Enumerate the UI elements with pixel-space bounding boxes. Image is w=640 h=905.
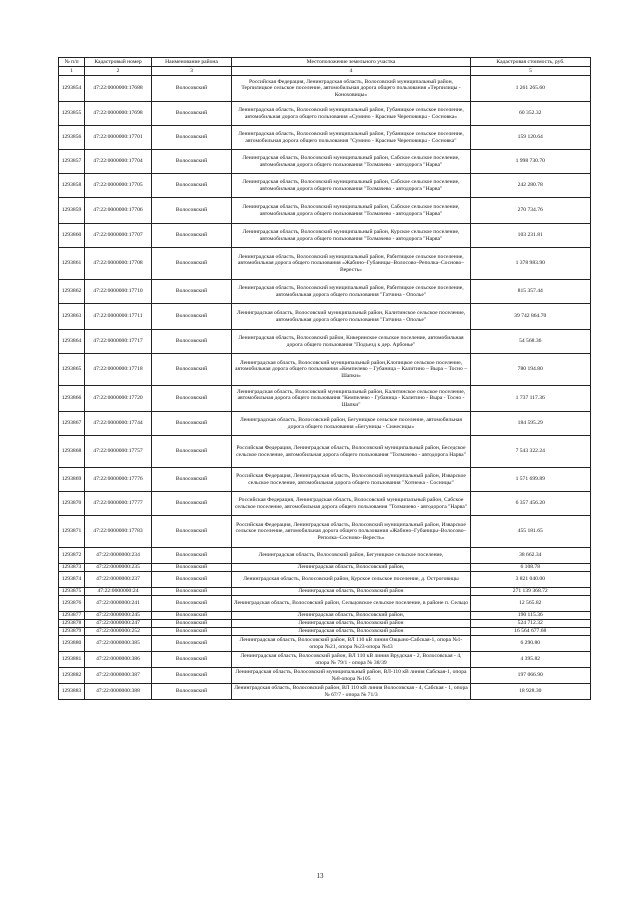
district-name: Волосовский: [152, 620, 232, 628]
cadastral-value: 780 194.80: [471, 354, 591, 386]
cadastral-number: 47:22:0000000:247: [85, 620, 152, 628]
page-number: 13: [316, 872, 324, 880]
cadastral-value: 1 378 983.90: [471, 248, 591, 280]
cadastral-number: 47:22:0000000:387: [85, 668, 152, 684]
location-text: Ленинградская область, Волосовский муниципальный район, ВЛ-110 кВ линия Сабская-1, опора №8-опора №105: [232, 668, 471, 684]
location-text: Ленинградская область, Волосовский муниципальный район, Сабское сельское поселение, автомобильная дорога общего пользования "Толмачево - автодорога "Нарва": [232, 150, 471, 174]
row-number: 1293877: [59, 612, 85, 620]
table-row: [59, 354, 591, 386]
table-row: [59, 516, 591, 548]
row-number: 1293872: [59, 548, 85, 564]
cadastral-value: 3 821 040.00: [471, 572, 591, 588]
location-text: Российская Федерация, Ленинградская область, Волосовский муниципальный район, Изварское сельское поселение, автомобильная дорога общего пользования «Жабино–Губаницы–Волосово–Реполка–Сосново–Ве̣ресть»: [232, 516, 471, 548]
row-number: 1293868: [59, 436, 85, 468]
district-name: Волосовский: [152, 76, 232, 102]
cadastral-number: 47:22:0000000:17718: [85, 354, 152, 386]
header-cell-number: № п/п: [59, 58, 85, 67]
location-text: Ленинградская область, Волосовский район, ВЛ 110 кВ линия Овцыно-Сабская-1, опора №1-опора №21, опора №23-опора №43: [232, 636, 471, 652]
cadastral-value: 6 357 456.20: [471, 492, 591, 516]
cadastral-number: 47:22:0000000:17777: [85, 492, 152, 516]
cadastral-number: 47:22:0000000:17706: [85, 198, 152, 224]
cadastral-value: 270 734.76: [471, 198, 591, 224]
location-text: Российская Федерация, Ленинградская область, Волосовский муниципальный район, Терпилицкое сельское поселение, автомобильная дорога общего пользования «Терпилицы - Коноховицы»: [232, 76, 471, 102]
row-number: 1293870: [59, 492, 85, 516]
row-number: 1293866: [59, 386, 85, 412]
district-name: Волосовский: [152, 248, 232, 280]
location-text: Ленинградская область, Волосовский район,: [232, 612, 471, 620]
cadastral-value: 103 231.81: [471, 224, 591, 248]
table-row: [59, 304, 591, 330]
header-num-5: 5: [471, 67, 591, 76]
cadastral-value: 16 564 677.68: [471, 628, 591, 636]
district-name: Волосовский: [152, 492, 232, 516]
district-name: Волосовский: [152, 198, 232, 224]
table-row: [59, 636, 591, 652]
cadastral-number: 47:22:0000000:17720: [85, 386, 152, 412]
row-number: 1293879: [59, 628, 85, 636]
location-text: Ленинградская область, Волосовский район, ВЛ 110 кВ линия Волосовская - 4, Сабская - 1, опора № 67/7 - опора № 71/3: [232, 684, 471, 700]
location-text: Ленинградская область, Волосовский муниципальный район, Рабитицкое сельское поселение, автомобильная дорога общего пользования «Жабино–Губаницы–Волосово–Реполка–Сосново–Ве̣ресть»: [232, 248, 471, 280]
location-text: Ленинградская область, Волосовский муниципальный район, Калитинское сельское поселение, автомобильная дорога общего пользования "Кемпелево - Губаница - Калитино - Выра - Тосно - Шапки": [232, 386, 471, 412]
district-name: Волосовский: [152, 628, 232, 636]
row-number: 1293863: [59, 304, 85, 330]
district-name: Волосовский: [152, 174, 232, 198]
header-cell-district: Наименование района: [152, 58, 232, 67]
table-row: [59, 468, 591, 492]
cadastral-number: 47:22:0000000:234: [85, 548, 152, 564]
cadastral-number: 47:22:0000000:237: [85, 572, 152, 588]
header-num-1: 1: [59, 67, 85, 76]
row-number: 1293865: [59, 354, 85, 386]
row-number: 1293873: [59, 564, 85, 572]
location-text: Ленинградская область, Волосовский район,: [232, 564, 471, 572]
cadastral-value: 1 261 265.60: [471, 76, 591, 102]
location-text: Ленинградская область, Волосовский район: [232, 588, 471, 596]
row-number: 1293858: [59, 174, 85, 198]
location-text: Ленинградская область, Волосовский муниципальный район, Курское сельское поселение, автомобильная дорога общего пользования "Толмачево - автодорога "Нарва": [232, 224, 471, 248]
cadastral-value: 6 290.80: [471, 636, 591, 652]
table-row: [59, 224, 591, 248]
cadastral-number: 47:22:0000000:17744: [85, 412, 152, 436]
location-text: Ленинградская область, Волосовский муниципальный район,Клопицкое сельское поселение, автомобильная дорога общего пользования «Кемпелево – Губаница – Калитино – Выра – Тосно – Шапки»: [232, 354, 471, 386]
district-name: Волосовский: [152, 668, 232, 684]
cadastral-number: 47:22:0000000:17783: [85, 516, 152, 548]
table-row: [59, 102, 591, 126]
district-name: Волосовский: [152, 102, 232, 126]
row-number: 1293856: [59, 126, 85, 150]
row-number: 1293871: [59, 516, 85, 548]
district-name: Волосовский: [152, 516, 232, 548]
cadastral-value: 159 120.64: [471, 126, 591, 150]
row-number: 1293875: [59, 588, 85, 596]
location-text: Ленинградская область, Волосовский район, Кикеринское сельское поселение, автомобильная дорога общего пользования "Подъезд к дер. Арбонье": [232, 330, 471, 354]
location-text: Ленинградская область, Волосовский муниципальный район, Губаницкое сельское поселение, автомобильная дорога общего пользования "Сумино - Красные Череповицы - Сосновка": [232, 126, 471, 150]
row-number: 1293883: [59, 684, 85, 700]
row-number: 1293862: [59, 280, 85, 304]
row-number: 1293857: [59, 150, 85, 174]
table-row: [59, 564, 591, 572]
row-number: 1293859: [59, 198, 85, 224]
row-number: 1293867: [59, 412, 85, 436]
cadastral-value: 38 662.34: [471, 548, 591, 564]
header-row: [59, 58, 591, 67]
cadastral-number: 47:22:0000000:241: [85, 596, 152, 612]
location-text: Ленинградская область, Волосовский район, Сельцовское сельское поселение, в районе п. Сельцо: [232, 596, 471, 612]
row-number: 1293880: [59, 636, 85, 652]
table-row: [59, 668, 591, 684]
table-row: [59, 76, 591, 102]
cadastral-value: 242 280.78: [471, 174, 591, 198]
row-number: 1293854: [59, 76, 85, 102]
location-text: Ленинградская область, Волосовский район, Бегуницкое сельское поселение,: [232, 548, 471, 564]
location-text: Ленинградская область, Волосовский муниципальный район, Сабское сельское поселение, автомобильная дорога общего пользования "Толмачево - автодорога "Нарва": [232, 198, 471, 224]
cadastral-number: 47:22:0000000:17757: [85, 436, 152, 468]
cadastral-value: 815 357.44: [471, 280, 591, 304]
cadastral-number: 47:22:0000000:17708: [85, 248, 152, 280]
cadastral-number: 47:22:0000000:17701: [85, 126, 152, 150]
district-name: Волосовский: [152, 596, 232, 612]
district-name: Волосовский: [152, 612, 232, 620]
cadastral-number: 47:22:0000000:252: [85, 628, 152, 636]
cadastral-value: 12 565.82: [471, 596, 591, 612]
table-row: [59, 492, 591, 516]
header-numbers-row: [59, 67, 591, 76]
row-number: 1293860: [59, 224, 85, 248]
header-num-2: 2: [85, 67, 152, 76]
cadastral-number: 47:22:0000000:17717: [85, 330, 152, 354]
location-text: Ленинградская область, Волосовский район: [232, 628, 471, 636]
header-cell-location: Местоположение земельного участка: [232, 58, 471, 67]
district-name: Волосовский: [152, 330, 232, 354]
cadastral-value: 1 571 699.89: [471, 468, 591, 492]
cadastral-value: 1 998 730.70: [471, 150, 591, 174]
district-name: Волосовский: [152, 224, 232, 248]
table-row: [59, 628, 591, 636]
row-number: 1293882: [59, 668, 85, 684]
table-row: [59, 572, 591, 588]
district-name: Волосовский: [152, 564, 232, 572]
cadastral-value: 184 595.29: [471, 412, 591, 436]
cadastral-number: 47:22:0000000:24: [85, 588, 152, 596]
cadastral-number: 47:22:0000000:388: [85, 684, 152, 700]
district-name: Волосовский: [152, 436, 232, 468]
table-row: [59, 386, 591, 412]
location-text: Ленинградская область, Волосовский район: [232, 620, 471, 628]
location-text: Ленинградская область, Волосовский муниципальный район, Сабское сельское поселение, автомобильная дорога общего пользования "Толмачево - автодорога "Нарва": [232, 174, 471, 198]
district-name: Волосовский: [152, 386, 232, 412]
district-name: Волосовский: [152, 548, 232, 564]
table-row: [59, 150, 591, 174]
location-text: Ленинградская область, Волосовский муниципальный район, Рабитицкое сельское поселение, автомобильная дорога общего пользования "Гатчина - Ополье": [232, 280, 471, 304]
district-name: Волосовский: [152, 412, 232, 436]
row-number: 1293876: [59, 596, 85, 612]
table-row: [59, 198, 591, 224]
district-name: Волосовский: [152, 572, 232, 588]
cadastral-value: 18 928.30: [471, 684, 591, 700]
cadastral-value: 4 395.82: [471, 652, 591, 668]
cadastral-number: 47:22:0000000:235: [85, 564, 152, 572]
cadastral-value: 190 115.36: [471, 612, 591, 620]
district-name: Волосовский: [152, 684, 232, 700]
table-row: [59, 412, 591, 436]
cadastral-number: 47:22:0000000:245: [85, 612, 152, 620]
table-row: [59, 174, 591, 198]
location-text: Ленинградская область, Волосовский район, Бегуницкое сельское поселение, автомобильная дорога общего пользования «Бегуницы - Сижесицы»: [232, 412, 471, 436]
cadastral-number: 47:22:0000000:17776: [85, 468, 152, 492]
district-name: Волосовский: [152, 652, 232, 668]
table-row: [59, 330, 591, 354]
location-text: Ленинградская область, Волосовский район, Курское сельское поселение, д. Остроговицы: [232, 572, 471, 588]
district-name: Волосовский: [152, 588, 232, 596]
row-number: 1293855: [59, 102, 85, 126]
cadastral-number: 47:22:0000000:17711: [85, 304, 152, 330]
table-row: [59, 436, 591, 468]
district-name: Волосовский: [152, 304, 232, 330]
header-num-3: 3: [152, 67, 232, 76]
table-row: [59, 620, 591, 628]
location-text: Ленинградская область, Волосовский муниципальный район, Губаницкое сельское поселение, автомобильная дорога общего пользования «Сумино - Красные Череповицы - Сосновка»: [232, 102, 471, 126]
table-row: [59, 280, 591, 304]
cadastral-number: 47:22:0000000:17704: [85, 150, 152, 174]
row-number: 1293878: [59, 620, 85, 628]
row-number: 1293864: [59, 330, 85, 354]
district-name: Волосовский: [152, 280, 232, 304]
location-text: Российская Федерация, Ленинградская область, Волосовский муниципальный район, Беседское сельское поселение, автомобильная дорога общего пользования "Толмачево - автодорога Нарва": [232, 436, 471, 468]
cadastral-value: 455 181.65: [471, 516, 591, 548]
table-row: [59, 612, 591, 620]
cadastral-value: 7 543 322.24: [471, 436, 591, 468]
district-name: Волосовский: [152, 636, 232, 652]
district-name: Волосовский: [152, 150, 232, 174]
location-text: Ленинградская область, Волосовский район, ВЛ 110 кВ линия Врудская - 2, Волосовская - 4, опора № 79/1 - опора № 38/39: [232, 652, 471, 668]
row-number: 1293881: [59, 652, 85, 668]
table-row: [59, 248, 591, 280]
row-number: 1293861: [59, 248, 85, 280]
table-row: [59, 684, 591, 700]
table-row: [59, 652, 591, 668]
header-cell-value: Кадастровая стоимость, руб.: [471, 58, 591, 67]
cadastral-value: 54 568.36: [471, 330, 591, 354]
table-row: [59, 548, 591, 564]
district-name: Волосовский: [152, 468, 232, 492]
header-num-4: 4: [232, 67, 471, 76]
cadastral-number: 47:22:0000000:385: [85, 636, 152, 652]
cadastral-number: 47:22:0000000:17698: [85, 102, 152, 126]
cadastral-number: 47:22:0000000:386: [85, 652, 152, 668]
cadastral-value: 197 066.90: [471, 668, 591, 684]
location-text: Российская Федерация, Ленинградская область, Волосовский муниципальный район, Изварское сельское поселение, автомобильная дорога общего пользования "Хотнежа - Сосницы": [232, 468, 471, 492]
table-row: [59, 588, 591, 596]
cadastral-number: 47:22:0000000:17707: [85, 224, 152, 248]
table-row: [59, 126, 591, 150]
table-row: [59, 596, 591, 612]
cadastral-value: 6 108.78: [471, 564, 591, 572]
cadastral-value: 60 352.32: [471, 102, 591, 126]
cadastral-number: 47:22:0000000:17688: [85, 76, 152, 102]
location-text: Российская Федерация, Ленинградская область, Волосовский муниципальный район, Сабское сельское поселение, автомобильная дорога общего пользования "Толмачево - автодорога "Нарва": [232, 492, 471, 516]
location-text: Ленинградская область, Волосовский муниципальный район, Калитинское сельское поселение, автомобильная дорога общего пользования "Гатчина - Ополье": [232, 304, 471, 330]
cadastral-number: 47:22:0000000:17710: [85, 280, 152, 304]
district-name: Волосовский: [152, 354, 232, 386]
cadastral-number: 47:22:0000000:17705: [85, 174, 152, 198]
cadastral-value: 1 737 117.36: [471, 386, 591, 412]
cadastral-value: 271 139 368.72: [471, 588, 591, 596]
row-number: 1293869: [59, 468, 85, 492]
header-cell-cadastral: Кадастровый номер: [85, 58, 152, 67]
district-name: Волосовский: [152, 126, 232, 150]
row-number: 1293874: [59, 572, 85, 588]
cadastral-value-table: [58, 57, 591, 700]
cadastral-value: 524 712.32: [471, 620, 591, 628]
cadastral-value: 39 742 864.70: [471, 304, 591, 330]
